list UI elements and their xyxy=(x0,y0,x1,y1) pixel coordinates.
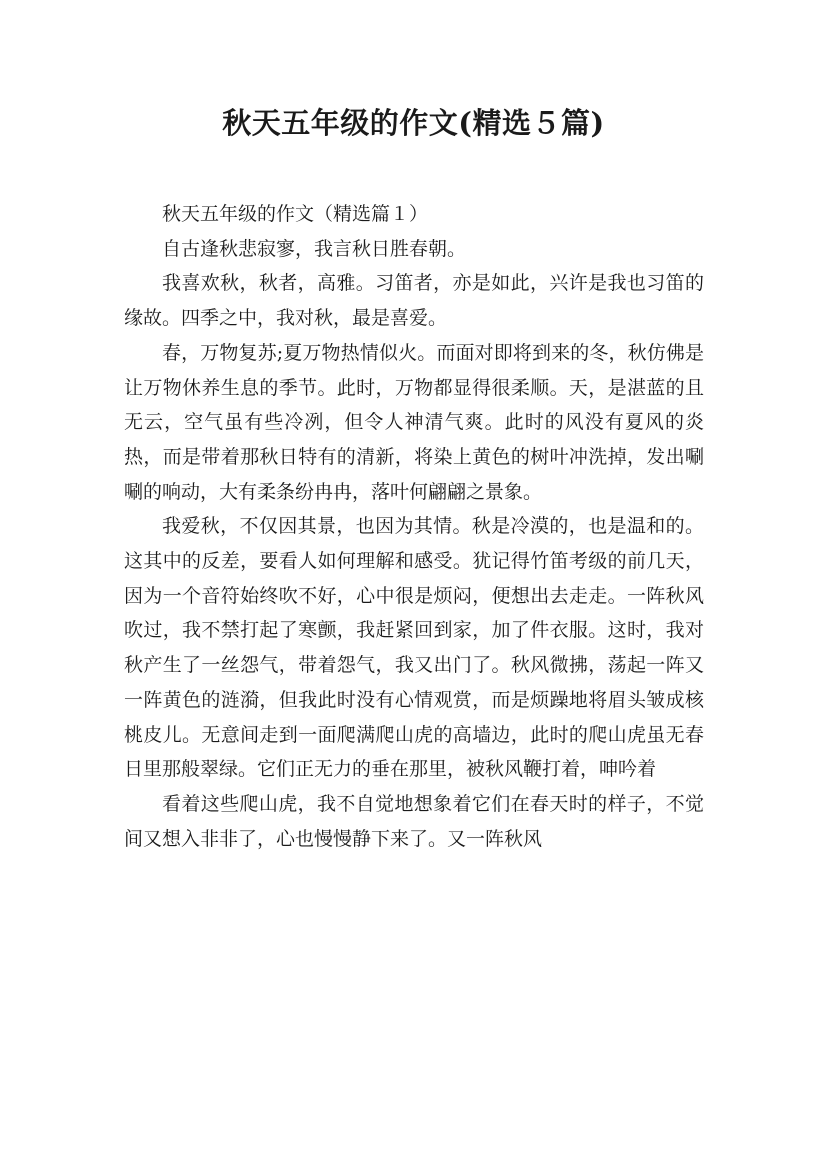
section-heading: 秋天五年级的作文（精选篇１） xyxy=(162,203,429,225)
paragraph-3: 春，万物复苏;夏万物热情似火。而面对即将到来的冬，秋仿佛是让万物休养生息的季节。此时，万物都显得很柔顺。天，是湛蓝的且无云，空气虽有些冷冽，但令人神清气爽。此时的风没有夏风的炎热，而是带着那秋日特有的清新，将染上黄色的树叶冲洗掉，发出唰唰的响动，大有柔条纷冉冉，落叶何翩翩之景象。 xyxy=(124,341,704,503)
paragraph-2: 我喜欢秋，秋者，高雅。习笛者，亦是如此，兴许是我也习笛的缘故。四季之中，我对秋，最是喜爱。 xyxy=(124,272,704,330)
document-title: 秋天五年级的作文(精选５篇) xyxy=(222,106,605,140)
paragraph-5: 看着这些爬山虎，我不自觉地想象着它们在春天时的样子，不觉间又想入非非了，心也慢慢静下来了。又一阵秋风 xyxy=(124,792,704,850)
document-body xyxy=(124,197,704,856)
paragraph-4: 我爱秋，不仅因其景，也因为其情。秋是冷漠的，也是温和的。这其中的反差，要看人如何理解和感受。犹记得竹笛考级的前几天，因为一个音符始终吹不好，心中很是烦闷，便想出去走走。一阵秋风吹过，我不禁打起了寒颤，我赶紧回到家，加了件衣服。这时，我对秋产生了一丝怨气，带着怨气，我又出门了。秋风微拂，荡起一阵又一阵黄色的涟漪，但我此时没有心情观赏，而是烦躁地将眉头皱成核桃皮儿。无意间走到一面爬满爬山虎的高墙边，此时的爬山虎虽无春日里那般翠绿。它们正无力的垂在那里，被秋风鞭打着，呻吟着 xyxy=(124,515,704,781)
paragraph-1: 自古逢秋悲寂寥，我言秋日胜春朝。 xyxy=(162,237,467,260)
